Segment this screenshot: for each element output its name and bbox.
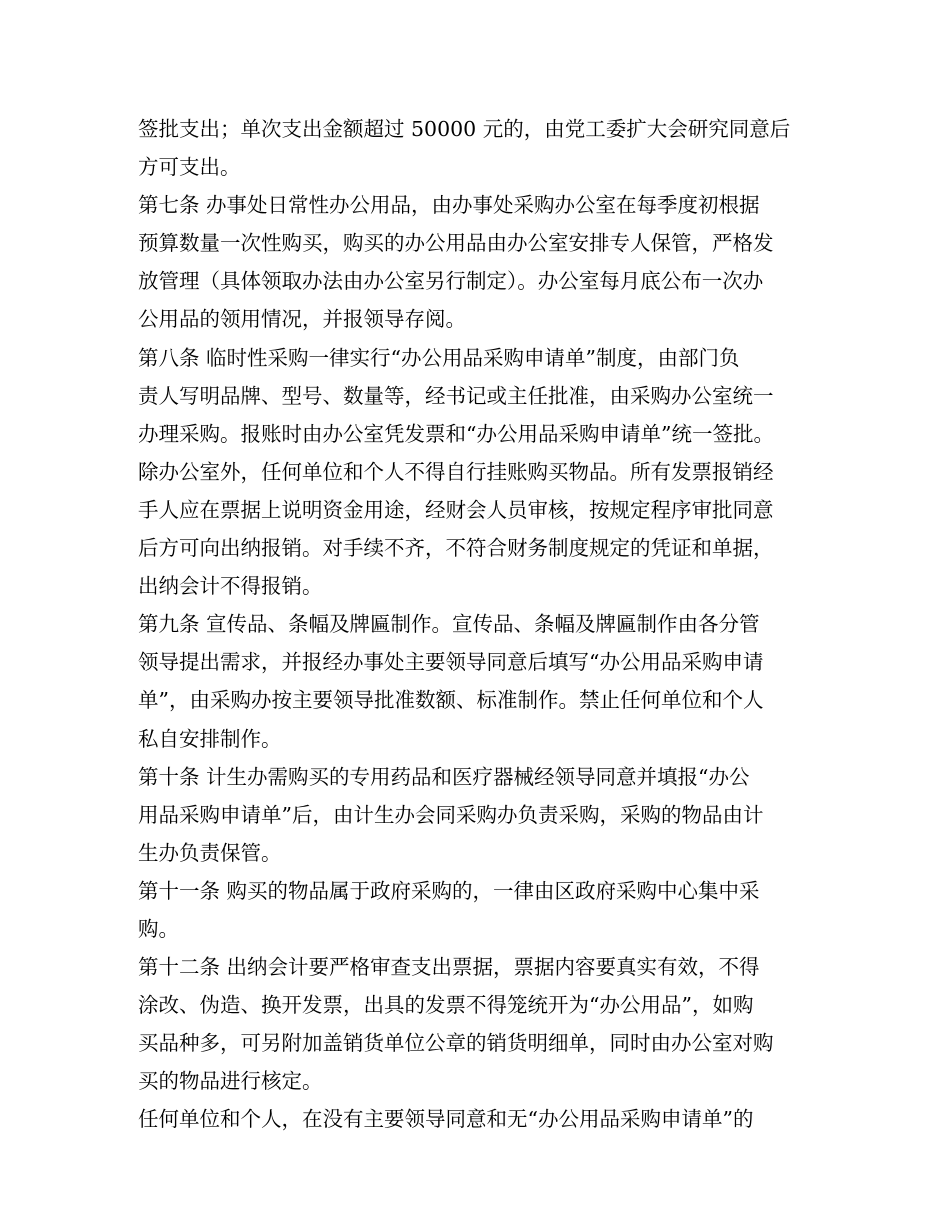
text-line: 第十一条 购买的物品属于政府采购的，一律由区政府采购中心集中采 bbox=[138, 878, 760, 903]
text-line: 放管理（具体领取办法由办公室另行制定）。办公室每月底公布一次办 bbox=[138, 269, 764, 294]
text-line: 预算数量一次性购买，购买的办公用品由办公室安排专人保管，严格发 bbox=[138, 231, 774, 256]
text-line: 办理采购。报账时由办公室凭发票和“办公用品采购申请单”统一签批。 bbox=[138, 421, 774, 446]
text-line: 第八条 临时性采购一律实行“办公用品采购申请单”制度，由部门负 bbox=[138, 345, 740, 370]
text-line: 签批支出；单次支出金额超过 50000 元的，由党工委扩大会研究同意后 bbox=[138, 117, 791, 141]
text-line: 买品种多，可另附加盖销货单位公章的销货明细单，同时由办公室对购 bbox=[138, 1031, 774, 1056]
text-line: 领导提出需求，并报经办事处主要领导同意后填写“办公用品采购申请 bbox=[138, 650, 764, 675]
text-line: 第十二条 出纳会计要严格审查支出票据，票据内容要真实有效，不得 bbox=[138, 955, 760, 980]
text-line: 第九条 宣传品、条幅及牌匾制作。宣传品、条幅及牌匾制作由各分管 bbox=[138, 612, 760, 637]
text-line: 后方可向出纳报销。对手续不齐，不符合财务制度规定的凭证和单据， bbox=[138, 536, 774, 561]
document-body bbox=[138, 110, 828, 1139]
text-line: 出纳会计不得报销。 bbox=[138, 574, 323, 599]
text-line: 单”，由采购办按主要领导批准数额、标准制作。禁止任何单位和个人 bbox=[138, 688, 764, 713]
text-line: 涂改、伪造、换开发票，出具的发票不得笼统开为“办公用品”，如购 bbox=[138, 993, 754, 1018]
text-line: 用品采购申请单”后，由计生办会同采购办负责采购，采购的物品由计 bbox=[138, 802, 764, 827]
text-line: 私自安排制作。 bbox=[138, 726, 282, 751]
text-line: 手人应在票据上说明资金用途，经财会人员审核，按规定程序审批同意 bbox=[138, 497, 774, 522]
text-line: 第七条 办事处日常性办公用品，由办事处采购办公室在每季度初根据 bbox=[138, 193, 760, 218]
text-line: 责人写明品牌、型号、数量等，经书记或主任批准，由采购办公室统一 bbox=[138, 383, 774, 408]
text-line: 买的物品进行核定。 bbox=[138, 1069, 323, 1094]
text-line: 方可支出。 bbox=[138, 155, 241, 180]
text-line: 除办公室外，任何单位和个人不得自行挂账购买物品。所有发票报销经 bbox=[138, 459, 774, 484]
text-line: 任何单位和个人，在没有主要领导同意和无“办公用品采购申请单”的 bbox=[138, 1107, 754, 1132]
text-line: 购。 bbox=[138, 916, 179, 941]
text-line: 生办负责保管。 bbox=[138, 840, 282, 865]
text-line: 公用品的领用情况，并报领导存阅。 bbox=[138, 307, 466, 332]
text-line: 第十条 计生办需购买的专用药品和医疗器械经领导同意并填报“办公 bbox=[138, 764, 750, 789]
